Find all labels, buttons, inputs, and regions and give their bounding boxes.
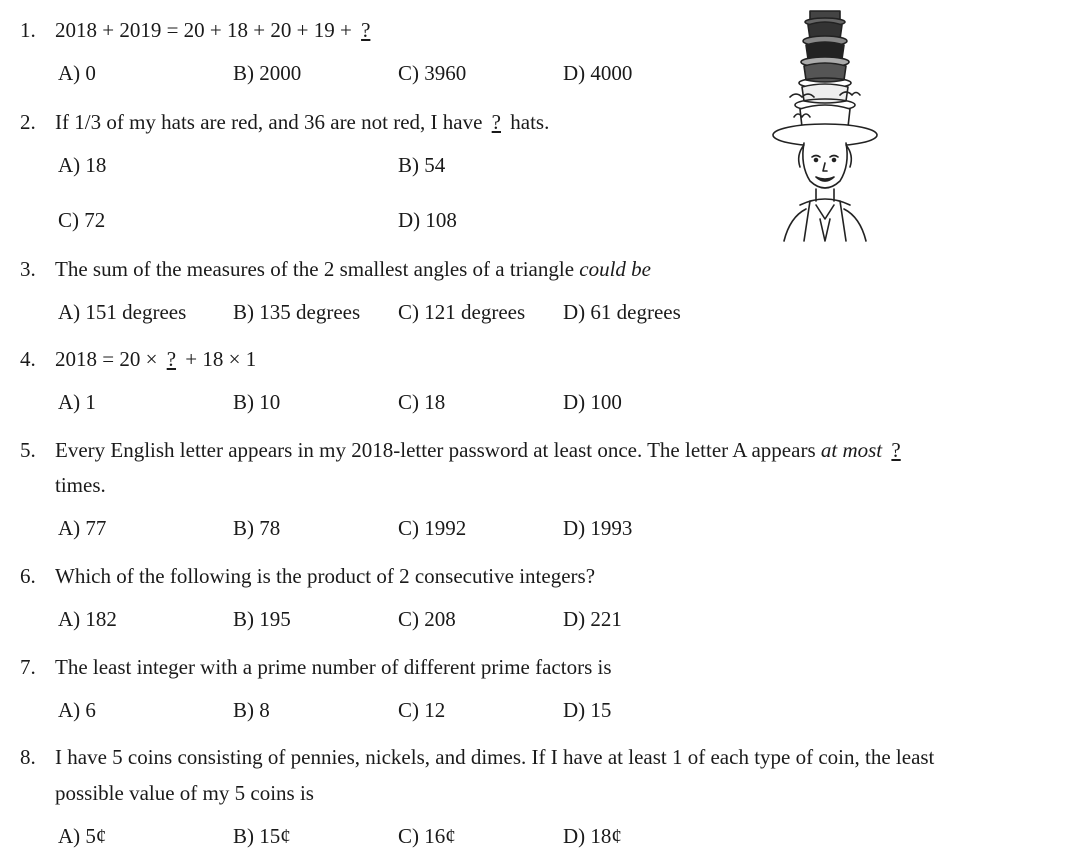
option-b[interactable]: B) 195 <box>233 607 291 631</box>
question-text: 2018 = 20 × ? + 18 × 1 <box>55 347 257 371</box>
question-number: 7. <box>20 655 36 679</box>
option-a[interactable]: A) 18 <box>58 153 107 177</box>
option-b[interactable]: B) 54 <box>398 153 446 177</box>
option-c[interactable]: C) 1992 <box>398 516 467 540</box>
question-text: Which of the following is the product of 2 consecutive integers? <box>55 564 596 588</box>
option-a[interactable]: A) 5¢ <box>58 824 107 848</box>
option-b[interactable]: B) 10 <box>233 390 281 414</box>
option-c[interactable]: C) 3960 <box>398 61 467 85</box>
option-c[interactable]: C) 12 <box>398 698 446 722</box>
question-text: 2018 + 2019 = 20 + 18 + 20 + 19 + ? <box>55 18 374 43</box>
question-text: I have 5 coins consisting of pennies, nickels, and dimes. If I have at least 1 of each type of coin, the least <box>55 745 935 769</box>
question-number: 3. <box>20 257 36 281</box>
question-number: 1. <box>20 18 36 42</box>
question-number: 2. <box>20 110 36 134</box>
question-text: Every English letter appears in my 2018-letter password at least once. The letter A appears at most ? <box>55 438 905 463</box>
option-d[interactable]: D) 61 degrees <box>563 300 681 324</box>
answer-blank: ? <box>491 110 501 134</box>
option-d[interactable]: D) 15 <box>563 698 612 722</box>
option-c[interactable]: C) 208 <box>398 607 456 631</box>
answer-blank: ? <box>891 438 901 462</box>
question-number: 5. <box>20 438 36 462</box>
emphasis: could be <box>579 257 651 281</box>
option-a[interactable]: A) 151 degrees <box>58 300 187 324</box>
option-c[interactable]: C) 18 <box>398 390 446 414</box>
option-d[interactable]: D) 100 <box>563 390 622 414</box>
question-number: 8. <box>20 745 36 769</box>
question-text: The least integer with a prime number of different prime factors is <box>55 655 612 679</box>
answer-blank: ? <box>361 18 371 42</box>
question-number: 6. <box>20 564 36 588</box>
option-a[interactable]: A) 1 <box>58 390 96 414</box>
option-b[interactable]: B) 8 <box>233 698 270 722</box>
option-d[interactable]: D) 221 <box>563 607 622 631</box>
option-b[interactable]: B) 135 degrees <box>233 300 361 324</box>
answer-blank: ? <box>166 347 177 371</box>
option-d[interactable]: D) 1993 <box>563 516 633 540</box>
option-d[interactable]: D) 4000 <box>563 61 633 85</box>
option-b[interactable]: B) 15¢ <box>233 824 291 848</box>
option-a[interactable]: A) 182 <box>58 607 117 631</box>
emphasis: at most <box>820 438 883 462</box>
question-text-line2: possible value of my 5 coins is <box>55 781 314 805</box>
option-c[interactable]: C) 121 degrees <box>398 300 526 324</box>
option-a[interactable]: A) 77 <box>58 516 107 540</box>
option-c[interactable]: C) 16¢ <box>398 824 456 848</box>
option-a[interactable]: A) 0 <box>58 61 96 85</box>
option-b[interactable]: B) 2000 <box>233 61 302 85</box>
question-number: 4. <box>20 347 36 371</box>
question-text-line2: times. <box>55 473 106 497</box>
question-text: If 1/3 of my hats are red, and 36 are not red, I have ? hats. <box>55 110 550 134</box>
option-c[interactable]: C) 72 <box>58 208 106 232</box>
question-text: The sum of the measures of the 2 smallest angles of a triangle could be <box>55 257 651 281</box>
option-b[interactable]: B) 78 <box>233 516 281 540</box>
hat-stack-woman-illustration <box>770 5 880 245</box>
option-d[interactable]: D) 18¢ <box>563 824 622 848</box>
option-a[interactable]: A) 6 <box>58 698 96 722</box>
option-d[interactable]: D) 108 <box>398 208 457 232</box>
